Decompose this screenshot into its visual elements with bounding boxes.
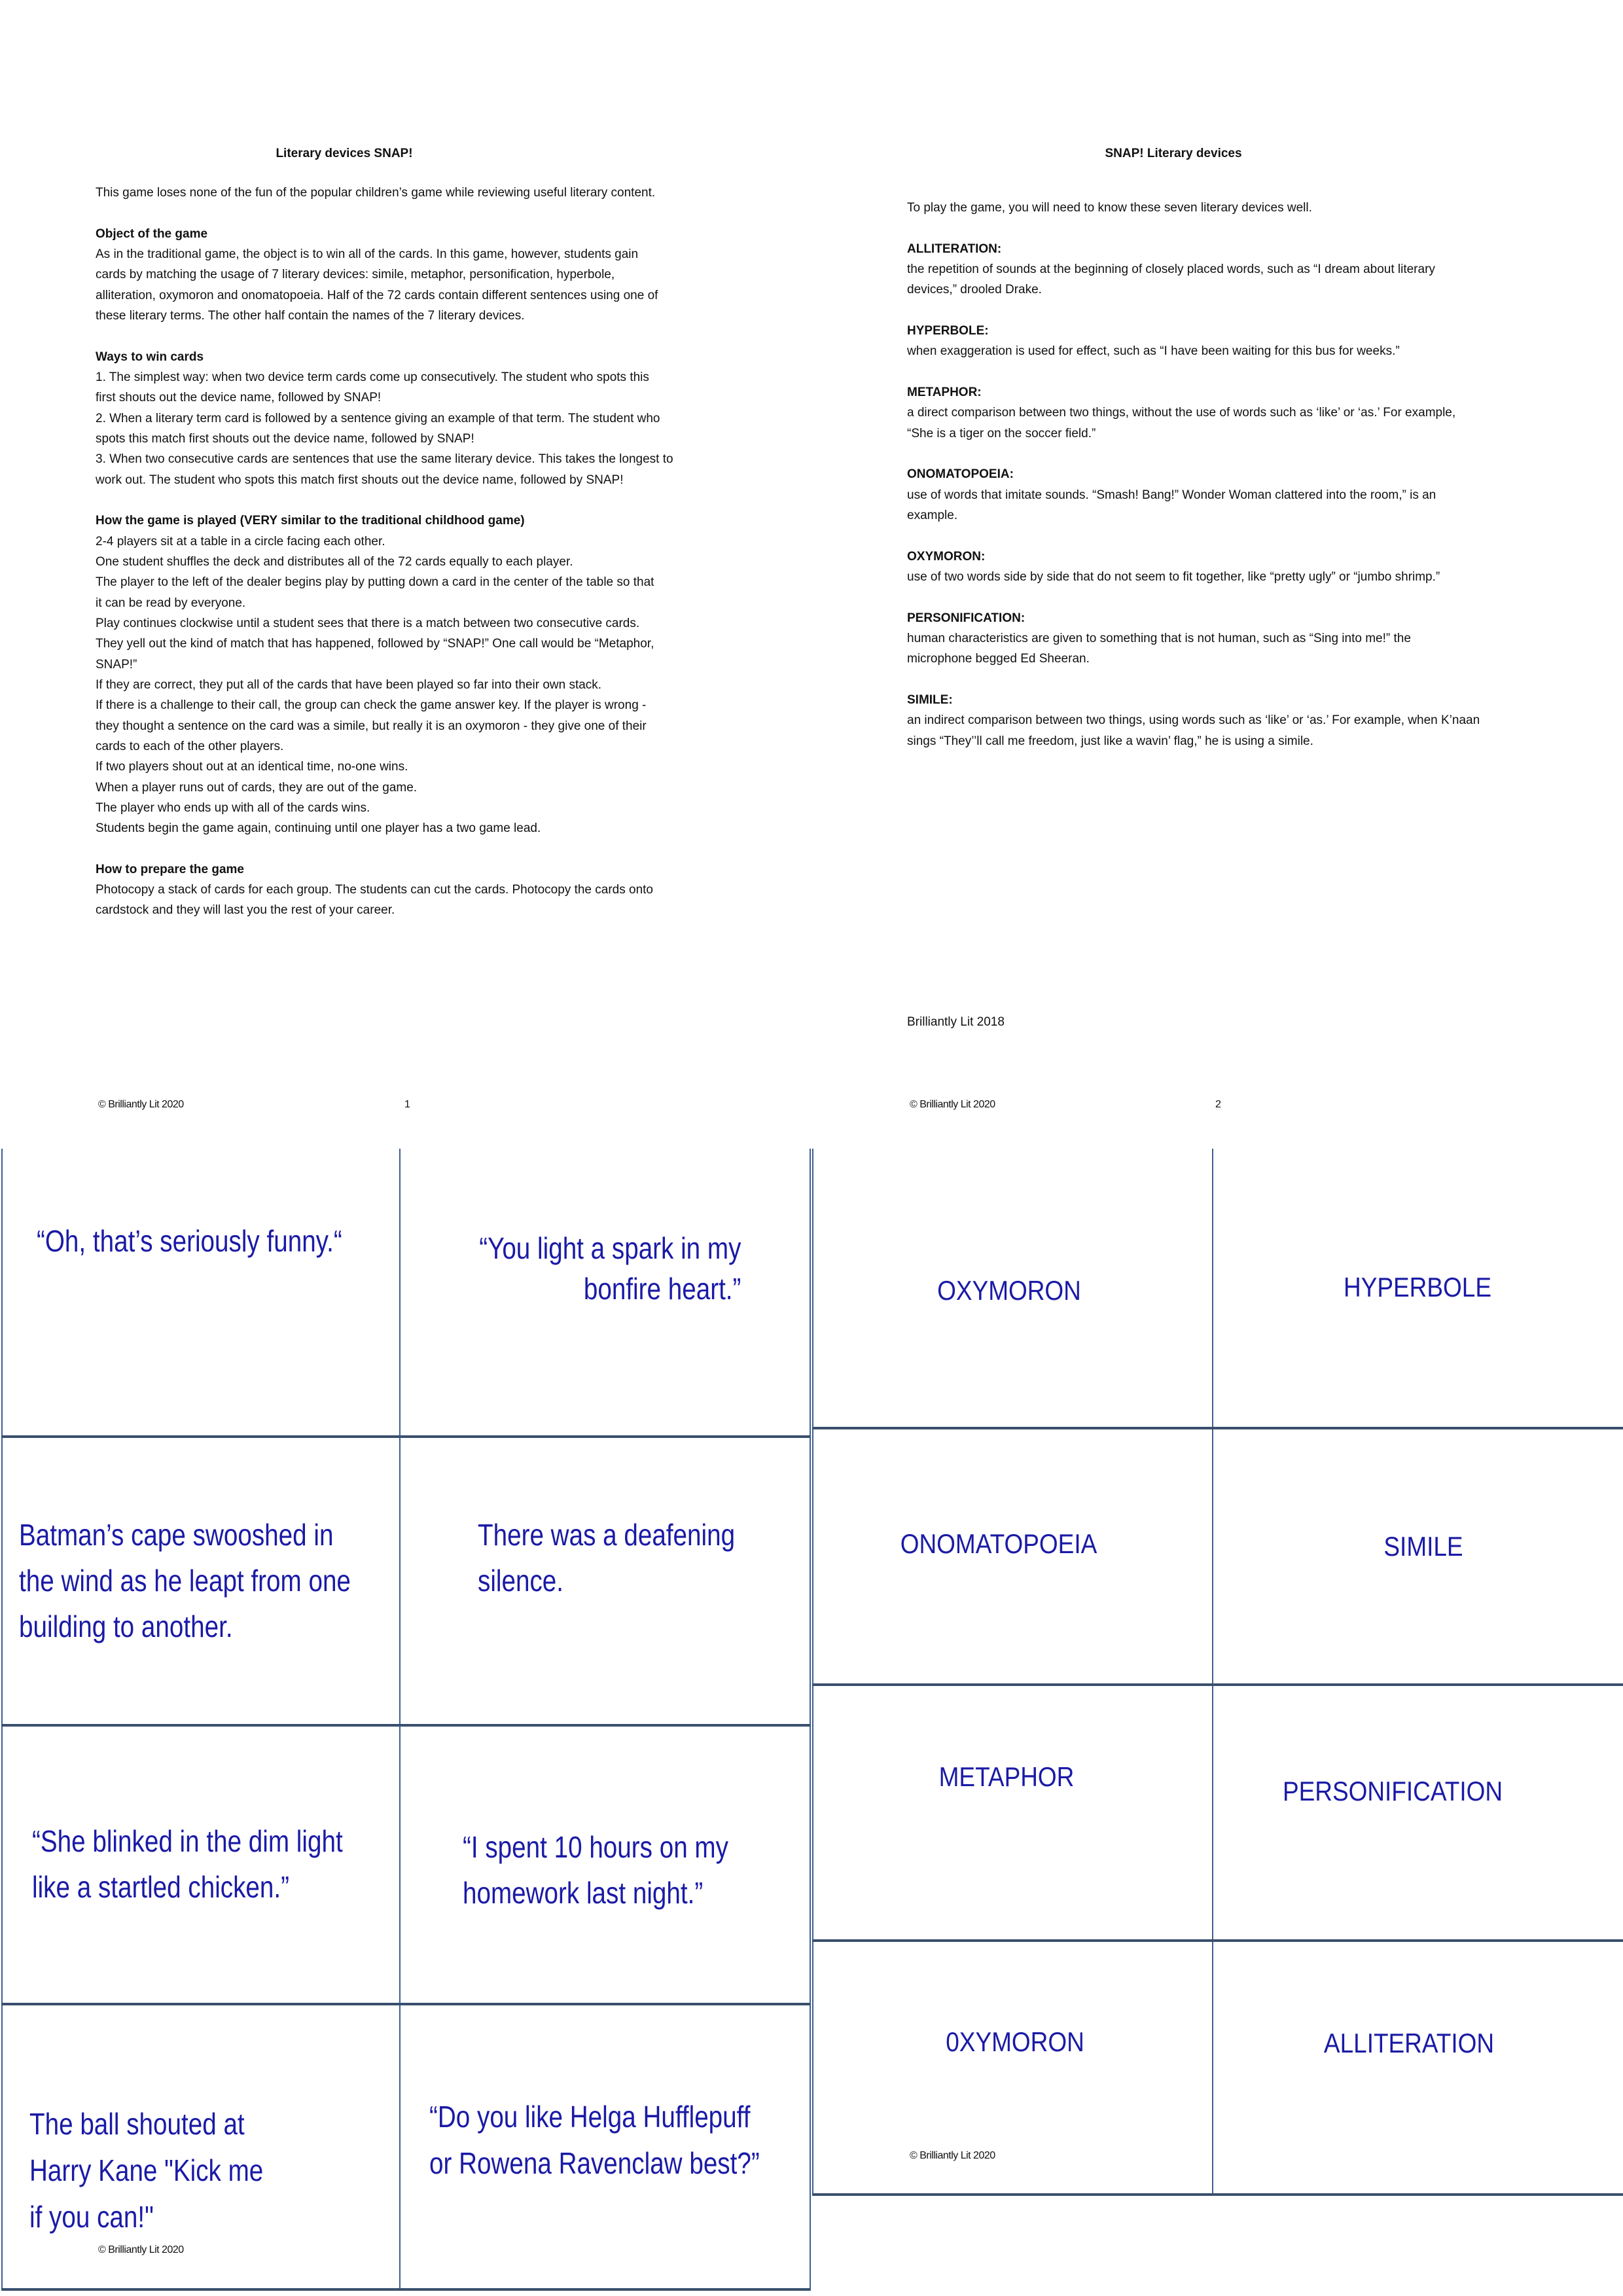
body-text-line: When a player runs out of cards, they are out of the game.: [96, 780, 418, 795]
body-text-line: “She is a tiger on the soccer field.”: [907, 426, 1096, 440]
card-cut-line-horizontal: [1, 2288, 810, 2291]
card-cut-line-vertical: [1212, 1149, 1213, 2196]
card-cut-line-horizontal: [1, 2003, 810, 2005]
sentence-card-line: “Do you like Helga Hufflepuff: [429, 2099, 751, 2134]
page2-footer-copyright: © Brilliantly Lit 2020: [910, 1099, 995, 1110]
sentence-card-text: [19, 1512, 414, 1649]
term-card-label: PERSONIFICATION: [1282, 1776, 1503, 1806]
sentence-card-text: [429, 2094, 823, 2187]
sentence-card-line: silence.: [478, 1564, 564, 1598]
body-text-line: 1. The simplest way: when two device term cards come up consecutively. The student who spots this: [96, 370, 649, 384]
card-cut-line-horizontal: [1, 1724, 810, 1727]
body-text-line: when exaggeration is used for effect, such as “I have been waiting for this bus for weeks.”: [907, 344, 1400, 359]
section-heading: ALLITERATION:: [907, 242, 1002, 256]
sentence-cards-copyright: © Brilliantly Lit 2020: [98, 2244, 184, 2255]
sentence-card-line: “You light a spark in my: [478, 1231, 741, 1265]
body-text-line: SNAP!”: [96, 657, 137, 672]
term-card-label: HYPERBOLE: [1344, 1272, 1491, 1302]
page2-page-number: 2: [1215, 1099, 1221, 1110]
term-card-label: SIMILE: [1383, 1531, 1463, 1562]
sentence-card-text: [37, 1220, 401, 1262]
sentence-card-line: or Rowena Ravenclaw best?”: [429, 2145, 760, 2180]
term-card-label: ALLITERATION: [1323, 2028, 1495, 2058]
sentence-card-text: [463, 1824, 779, 1916]
body-text-line: human characteristics are given to something that is not human, such as “Sing into me!” the: [907, 631, 1411, 645]
body-text-line: If two players shout out at an identical time, no-one wins.: [96, 760, 408, 774]
body-text-line: Students begin the game again, continuing until one player has a two game lead.: [96, 821, 541, 836]
body-text-line: an indirect comparison between two things, using words such as ‘like’ or ‘as.’ For example, when K’naan: [907, 713, 1480, 728]
sentence-card-text: [32, 1818, 402, 1910]
body-text-line: it can be read by everyone.: [96, 596, 246, 610]
card-cut-line-vertical: [812, 1149, 813, 2196]
body-text-line: they thought a sentence on the card was a simile, but really it is an oxymoron - they give one of their: [96, 719, 647, 733]
body-text-line: Play continues clockwise until a student sees that there is a match between two consecutive cards.: [96, 616, 640, 630]
term-card-label: METAPHOR: [938, 1761, 1075, 1792]
body-text-line: the repetition of sounds at the beginning of closely placed words, such as “I dream about literary: [907, 262, 1435, 276]
card-cut-line-horizontal: [812, 1427, 1623, 1429]
section-heading: Object of the game: [96, 226, 208, 241]
card-cut-line-horizontal: [812, 1939, 1623, 1942]
section-heading: HYPERBOLE:: [907, 323, 989, 338]
body-text-line: As in the traditional game, the object is to win all of the cards. In this game, however, students gain: [96, 247, 639, 261]
sentence-card-line: The ball shouted at: [29, 2106, 245, 2141]
body-text-line: The player to the left of the dealer begins play by putting down a card in the center of the table so that: [96, 575, 654, 590]
sentence-card-text: [429, 1228, 741, 1309]
body-text-line: first shouts out the device name, followed by SNAP!: [96, 391, 382, 405]
body-text-line: [907, 670, 1480, 690]
body-text-line: One student shuffles the deck and distributes all of the 72 cards equally to each player.: [96, 554, 573, 569]
term-card-label: ONOMATOPOEIA: [900, 1528, 1097, 1559]
section-heading: PERSONIFICATION:: [907, 611, 1026, 625]
body-text-line: [907, 218, 1480, 238]
term-card-label: OXYMORON: [937, 1275, 1081, 1306]
sentence-card-line: bonfire heart.”: [583, 1272, 741, 1306]
body-text-line: To play the game, you will need to know these seven literary devices well.: [907, 201, 1312, 215]
term-card-label: 0XYMORON: [946, 2026, 1084, 2057]
sentence-card-text: [478, 1512, 784, 1604]
page1-title: Literary devices SNAP!: [276, 147, 413, 160]
card-cut-line-horizontal: [812, 2193, 1623, 2196]
card-cut-line-horizontal: [812, 1683, 1623, 1686]
sentence-card-line: if you can!": [29, 2199, 154, 2234]
section-heading: ONOMATOPOEIA:: [907, 467, 1014, 482]
sentence-card-line: homework last night.”: [463, 1876, 704, 1910]
body-text-line: [907, 300, 1480, 321]
page2-signature: Brilliantly Lit 2018: [907, 1015, 1005, 1029]
body-text-line: [907, 587, 1480, 607]
body-text-line: [907, 362, 1480, 382]
body-text-line: This game loses none of the fun of the popular children’s game while reviewing useful literary content.: [96, 186, 656, 200]
page1-footer-copyright: © Brilliantly Lit 2020: [98, 1099, 184, 1110]
body-text-line: The player who ends up with all of the cards wins.: [96, 800, 370, 815]
body-text-line: use of two words side by side that do not seem to fit together, like “pretty ugly” or “jumbo shrimp.”: [907, 569, 1440, 584]
sentence-card-line: Harry Kane "Kick me: [29, 2153, 264, 2187]
body-text-line: spots this match first shouts out the device name, followed by SNAP!: [96, 431, 474, 446]
section-heading: METAPHOR:: [907, 385, 982, 399]
body-text-line: cards to each of the other players.: [96, 739, 284, 753]
card-cut-line-vertical: [399, 1149, 401, 2291]
body-text-line: If there is a challenge to their call, the group can check the game answer key. If the player is wrong -: [96, 698, 647, 713]
section-heading: How to prepare the game: [96, 862, 244, 876]
sentence-card-line: “Oh, that’s seriously funny.“: [37, 1224, 342, 1258]
body-text-line: cardstock and they will last you the rest of your career.: [96, 903, 395, 918]
body-text-line: cards by matching the usage of 7 literary devices: simile, metaphor, personification, hyperbole,: [96, 268, 615, 282]
body-text-line: a direct comparison between two things, without the use of words such as ‘like’ or ‘as.’ For example,: [907, 406, 1456, 420]
body-text-line: these literary terms. The other half contain the names of the 7 literary devices.: [96, 308, 525, 323]
sentence-card-line: “I spent 10 hours on my: [463, 1830, 728, 1864]
body-text-line: [96, 203, 673, 223]
body-text-line: work out. The student who spots this match first shouts out the device name, followed by SNAP!: [96, 473, 624, 487]
body-text-line: If they are correct, they put all of the cards that have been played so far into their own stack.: [96, 677, 602, 692]
page1-body: [96, 183, 673, 921]
body-text-line: alliteration, oxymoron and onomatopoeia. Half of the 72 cards contain different sentences using one of: [96, 288, 658, 302]
body-text-line: devices,” drooled Drake.: [907, 283, 1042, 297]
body-text-line: [96, 490, 673, 511]
sentence-card-text: [29, 2101, 308, 2240]
body-text-line: [907, 444, 1480, 464]
body-text-line: They yell out the kind of match that has happened, followed by “SNAP!” One call would be “Metaphor,: [96, 637, 654, 651]
body-text-line: 3. When two consecutive cards are sentences that use the same literary device. This takes the longest to: [96, 452, 673, 467]
section-heading: Ways to win cards: [96, 350, 204, 364]
page1-page-number: 1: [404, 1099, 410, 1110]
sentence-card-line: Batman’s cape swooshed in: [19, 1518, 334, 1552]
page2-body: [907, 198, 1480, 751]
body-text-line: use of words that imitate sounds. “Smash! Bang!” Wonder Woman clattered into the room,” is an: [907, 488, 1436, 502]
body-text-line: 2. When a literary term card is followed by a sentence giving an example of that term. The student who: [96, 411, 660, 425]
sentence-card-line: the wind as he leapt from one: [19, 1564, 351, 1598]
body-text-line: [907, 526, 1480, 546]
page2-title: SNAP! Literary devices: [1105, 147, 1242, 160]
body-text-line: [96, 839, 673, 859]
card-cut-line-horizontal: [1, 1435, 810, 1438]
body-text-line: microphone begged Ed Sheeran.: [907, 652, 1090, 666]
sentence-card-line: There was a deafening: [478, 1518, 736, 1552]
body-text-line: [96, 326, 673, 346]
sentence-card-line: building to another.: [19, 1609, 233, 1643]
body-text-line: 2-4 players sit at a table in a circle facing each other.: [96, 534, 385, 548]
section-heading: OXYMORON:: [907, 549, 986, 564]
section-heading: SIMILE:: [907, 692, 953, 707]
sentence-card-line: “She blinked in the dim light: [32, 1824, 343, 1858]
body-text-line: sings “They’’ll call me freedom, just like a wavin’ flag,” he is using a simile.: [907, 734, 1313, 748]
term-cards-copyright: © Brilliantly Lit 2020: [910, 2150, 995, 2161]
body-text-line: example.: [907, 508, 958, 522]
section-heading: How the game is played (VERY similar to the traditional childhood game): [96, 514, 525, 528]
card-cut-line-vertical: [1, 1149, 3, 2291]
body-text-line: Photocopy a stack of cards for each group. The students can cut the cards. Photocopy the cards onto: [96, 883, 653, 897]
sentence-card-line: like a startled chicken.”: [32, 1870, 290, 1904]
